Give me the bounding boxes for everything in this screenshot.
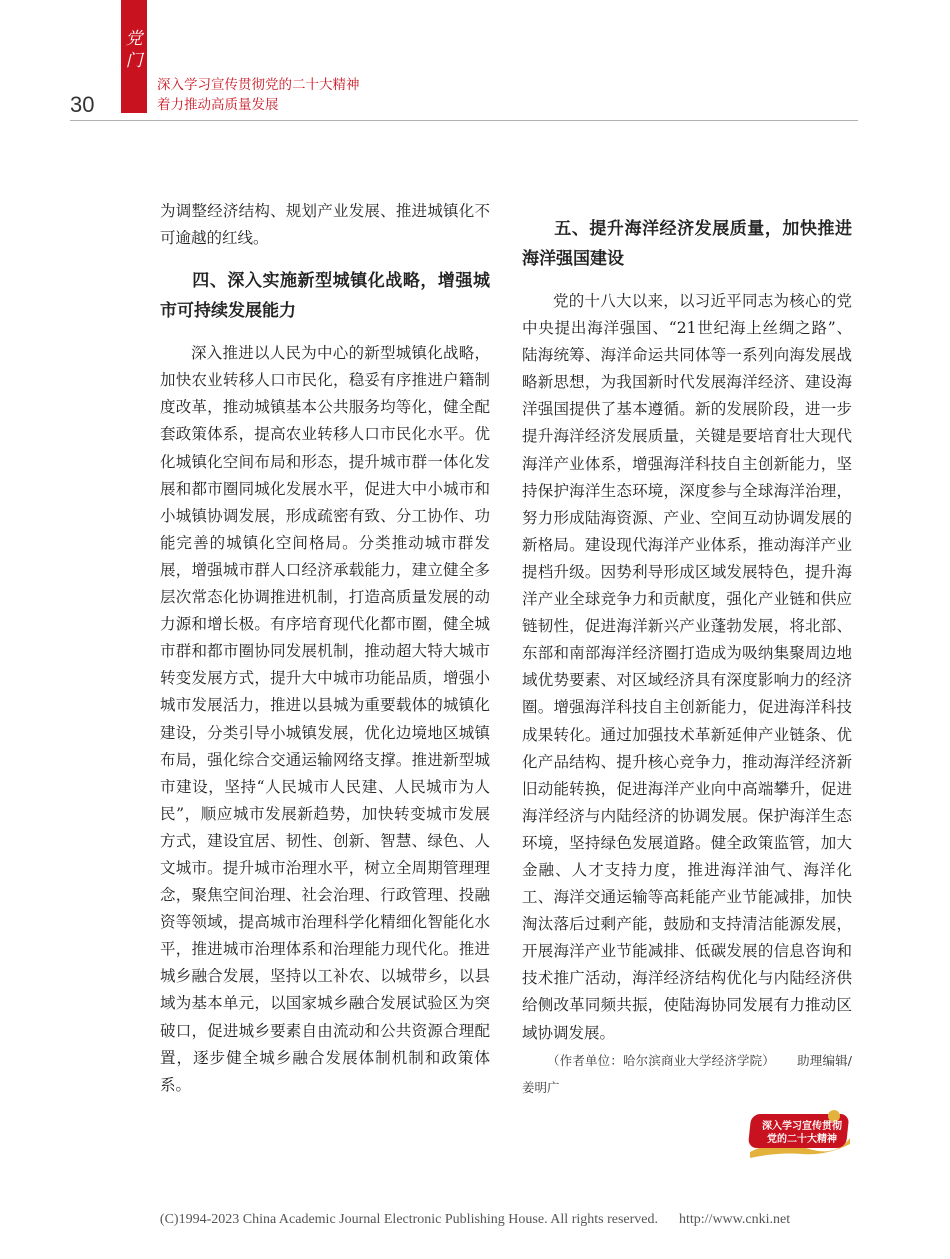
journal-logo-tab (121, 0, 147, 113)
section-body-4: 深入推进以人民为中心的新型城镇化战略，加快农业转移人口市民化，稳妥有序推进户籍制度改革，推动城镇基本公共服务均等化，健全配套政策体系，提高农业转移人口市民化水平。优化城镇化空间布局和形态，提升城市群一体化发展和都市圈同城化发展水平，促进大中小城市和小城镇协调发展，形成疏密有致、分工协作、功能完善的城镇化空间格局。分类推动城市群发展，增强城市群人口经济承载能力，建立健全多层次常态化协调推进机制，打造高质量发展的动力源和增长极。有序培育现代化都市圈，健全城市群和都市圈协同发展机制，推动超大特大城市转变发展方式，提升大中城市功能品质，增强小城市发展活力，推进以县城为重要载体的城镇化建设，分类引导小城镇发展，优化边境地区城镇布局，强化综合交通运输网络支撑。推进新型城市建设，坚持“人民城市人民建、人民城市为人民”，顺应城市发展新趋势，加快转变城市发展方式，建设宜居、韧性、创新、智慧、绿色、人文城市。提升城市治理水平，树立全周期管理理念，聚焦空间治理、社会治理、行政管理、投融资等领域，提高城市治理科学化精细化智能化水平，推进城市治理体系和治理能力现代化。推进城乡融合发展，坚持以工补农、以城带乡，以县域为基本单元，以国家城乡融合发展试验区为突破口，促进城乡要素自由流动和公共资源合理配置，逐步健全城乡融合发展体制机制和政策体系。 (160, 344, 490, 1094)
column-title (157, 75, 360, 115)
theme-badge (746, 1108, 852, 1160)
section-heading-5: 五、提升海洋经济发展质量，加快推进海洋强国建设 (522, 219, 852, 269)
author-byline (522, 1047, 852, 1101)
left-column (160, 198, 490, 1099)
right-column (522, 198, 852, 1101)
section-body-5: 党的十八大以来，以习近平同志为核心的党中央提出海洋强国、“21世纪海上丝绸之路”、陆海统筹、海洋命运共同体等一系列向海发展战略新思想，为我国新时代发展海洋经济、建设海洋强国提供了基本遵循。新的发展阶段，进一步提升海洋经济发展质量，关键是要培育壮大现代海洋产业体系，增强海洋科技自主创新能力，坚持保护海洋生态环境，深度参与全球海洋治理，努力形成陆海资源、产业、空间互动协调发展的新格局。建设现代海洋产业体系，推动海洋产业提档升级。因势利导形成区域发展特色，提升海洋产业全球竞争力和贡献度，强化产业链和供应链韧性，促进海洋新兴产业蓬勃发展，将北部、东部和南部海洋经济圈打造成为吸纳集聚周边地域优势要素、对区域经济具有深度影响力的经济圈。增强海洋科技自主创新能力，促进海洋科技成果转化。通过加强技术革新延伸产业链条、优化产品结构、提升核心竞争力，推动海洋经济新旧动能转换，促进海洋产业向中高端攀升，促进海洋经济与内陆经济的协调发展。保护海洋生态环境，坚持绿色发展道路。健全政策监管，加大金融、人才支持力度，推进海洋油气、海洋化工、海洋交通运输等高耗能产业节能减排，加快淘汰落后过剩产能，鼓励和支持清洁能源发展，开展海洋产业节能减排、低碳发展的信息咨询和技术推广活动，海洋经济结构优化与内陆经济供给侧改革同频共振，使陆海协同发展有力推动区域协调发展。 (522, 292, 852, 1042)
section-heading-4: 四、深入实施新型城镇化战略，增强城市可持续发展能力 (160, 271, 490, 322)
badge-line1: 深入学习宣传贯彻 (762, 1121, 842, 1132)
page-number: 30 (70, 92, 95, 117)
assistant-editor: 助理编辑/姜明广 (522, 1052, 852, 1095)
header-rule (70, 120, 858, 121)
column-title-line2: 着力推动高质量发展 (157, 97, 279, 113)
badge-line2: 党的二十大精神 (767, 1134, 837, 1145)
cnki-link[interactable]: http://www.cnki.net (679, 1212, 791, 1227)
journal-logo-text: 党 门 (125, 29, 143, 71)
author-affiliation: （作者单位：哈尔滨商业大学经济学院） (547, 1052, 775, 1068)
copyright-text: (C)1994-2023 China Academic Journal Electronic Publishing House. All rights reserved. (159, 1212, 658, 1227)
left-intro-text: 为调整经济结构、规划产业发展、推进城镇化不可逾越的红线。 (160, 202, 490, 248)
copyright-footer (0, 1212, 950, 1228)
column-title-line1: 深入学习宣传贯彻党的二十大精神 (157, 77, 360, 93)
